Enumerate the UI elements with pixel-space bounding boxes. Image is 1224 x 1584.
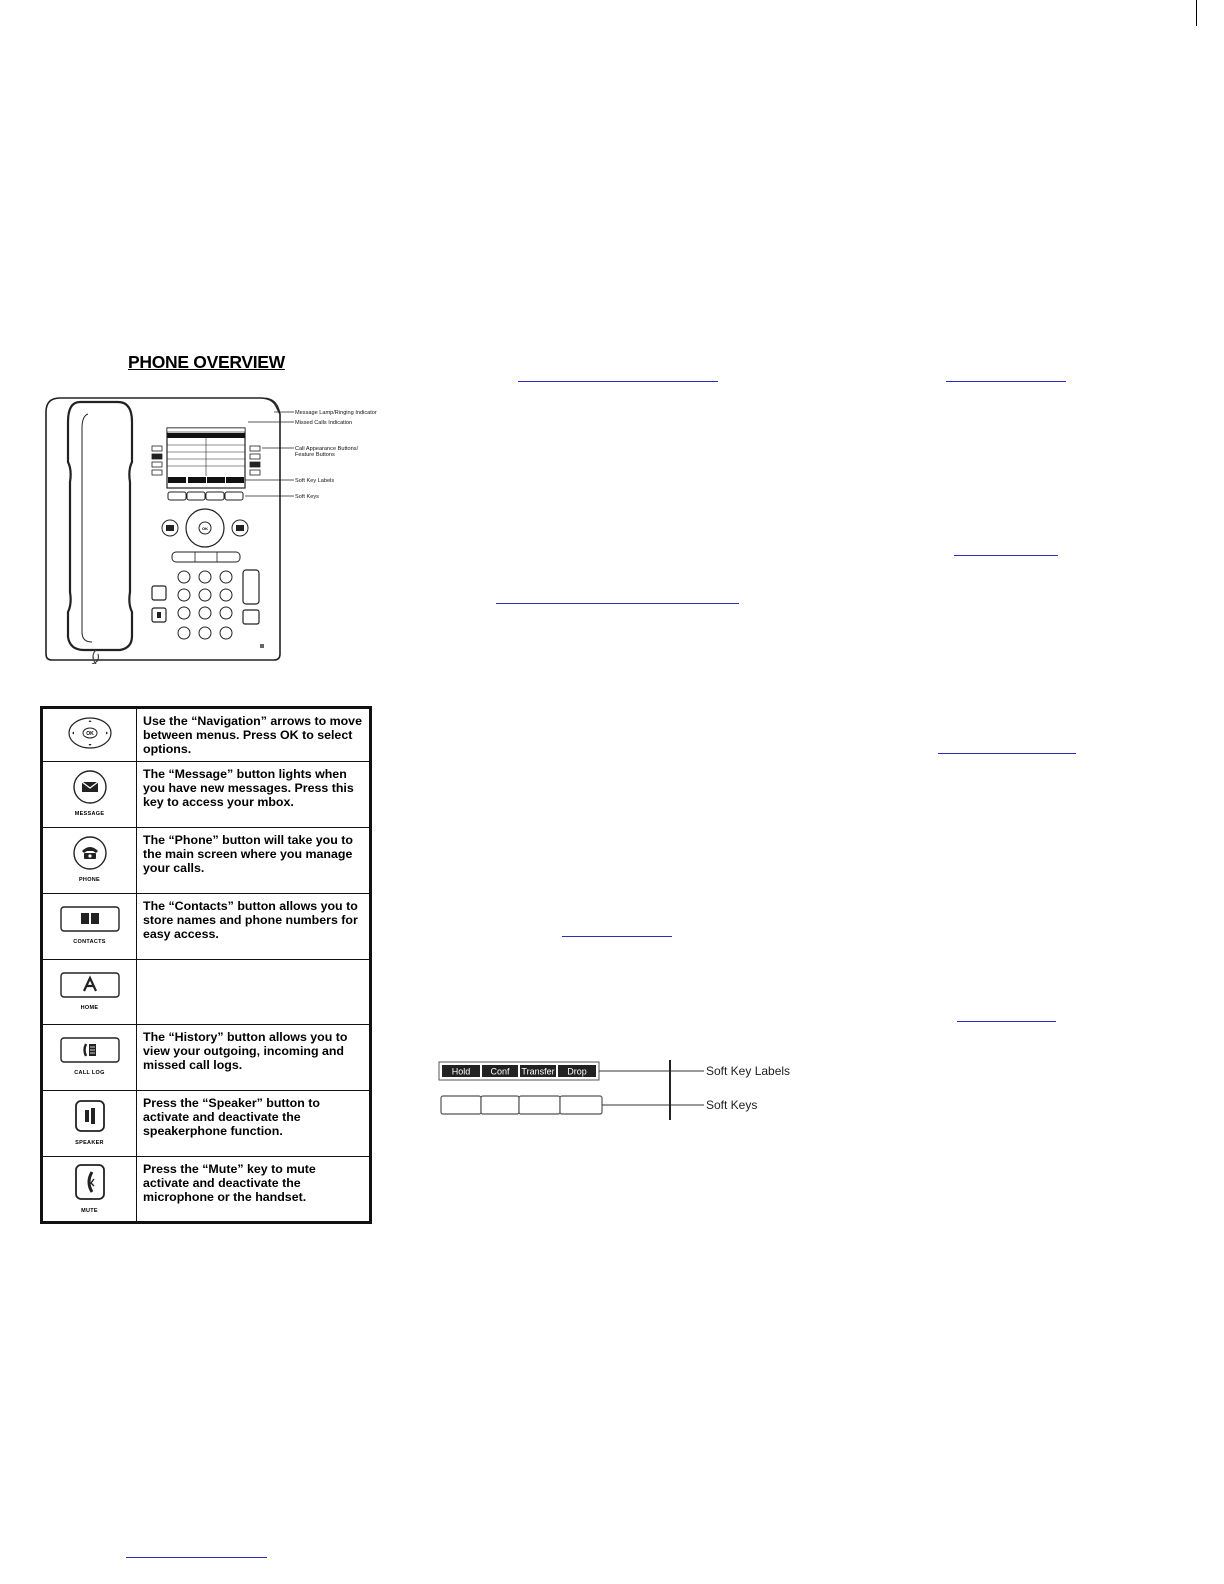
table-row [42, 960, 371, 1025]
softkey-buttons [441, 1096, 602, 1114]
icon-label: MUTE [81, 1207, 98, 1214]
callout-call-appearance: Call Appearance Buttons/ [295, 446, 359, 452]
softkey-label-hold: Hold [451, 1066, 471, 1077]
table-row [42, 762, 371, 828]
row-description [137, 960, 371, 1025]
icon-label: SPEAKER [75, 1140, 104, 1146]
navigation-icon [67, 715, 113, 751]
link-underline[interactable] [946, 381, 1066, 382]
softkey-label-transfer: Transfer [521, 1066, 555, 1077]
svg-text:OK: OK [202, 526, 208, 531]
callout-feature-buttons: Feature Buttons [295, 452, 335, 458]
table-row [42, 1091, 371, 1157]
icon-cell [42, 1157, 137, 1223]
link-underline[interactable] [957, 1021, 1056, 1022]
icon-cell [42, 708, 137, 762]
home-icon [59, 971, 121, 999]
link-underline[interactable] [938, 753, 1076, 754]
icon-cell [42, 960, 137, 1025]
message-icon [72, 769, 108, 805]
phone-icon [72, 835, 108, 871]
call-log-icon [59, 1036, 121, 1064]
link-underline[interactable] [518, 381, 718, 382]
row-description: The “Phone” button will take you to the main screen where you manage your calls. [137, 828, 371, 894]
callout-soft-keys: Soft Keys [706, 1098, 758, 1112]
link-underline[interactable] [496, 603, 739, 604]
row-description: Press the “Speaker” button to activate and deactivate the speakerphone function. [137, 1091, 371, 1157]
handset [68, 402, 132, 650]
table-row [42, 828, 371, 894]
icon-cell [42, 894, 137, 960]
link-underline[interactable] [562, 936, 672, 937]
page-title: PHONE OVERVIEW [128, 352, 285, 372]
icon-label: HOME [80, 1004, 99, 1011]
icon-label: CONTACTS [73, 939, 106, 945]
button-reference-table [40, 706, 372, 1224]
row-description: Use the “Navigation” arrows to move between menus. Press OK to select options. [137, 708, 371, 762]
speaker-icon [72, 1098, 108, 1134]
callout-message-lamp: Message Lamp/Ringing Indicator [295, 410, 377, 416]
icon-label: MESSAGE [74, 811, 105, 817]
svg-text:OK: OK [85, 730, 94, 737]
link-underline[interactable] [954, 555, 1058, 556]
softkey-figure [438, 1058, 818, 1124]
phone-diagram [40, 392, 392, 664]
table-row [42, 1025, 371, 1091]
row-description: The “Message” button lights when you have new messages. Press this key to access your mbox. [137, 762, 371, 828]
callout-soft-key-labels: Soft Key Labels [295, 478, 335, 484]
top-right-rule [1196, 0, 1197, 26]
row-description: The “Contacts” button allows you to store names and phone numbers for easy access. [137, 894, 371, 960]
contacts-icon [59, 905, 121, 933]
table-row [42, 894, 371, 960]
icon-label: PHONE [78, 877, 101, 883]
row-description: The “History” button allows you to view your outgoing, incoming and missed call logs. [137, 1025, 371, 1091]
icon-cell [42, 1025, 137, 1091]
icon-label: CALL LOG [74, 1070, 105, 1076]
softkey-label-drop: Drop [567, 1066, 587, 1077]
callout-soft-keys: Soft Keys [295, 494, 319, 500]
icon-cell [42, 762, 137, 828]
icon-cell [42, 1091, 137, 1157]
row-description: Press the “Mute” key to mute activate and deactivate the microphone or the handset. [137, 1157, 371, 1223]
callout-missed-calls: Missed Calls Indication [295, 420, 353, 426]
mute-icon [72, 1162, 108, 1202]
link-underline[interactable] [126, 1557, 267, 1558]
icon-cell [42, 828, 137, 894]
callout-soft-key-labels: Soft Key Labels [706, 1064, 791, 1078]
softkey-label-conf: Conf [490, 1066, 510, 1077]
table-row [42, 1157, 371, 1223]
table-row [42, 708, 371, 762]
